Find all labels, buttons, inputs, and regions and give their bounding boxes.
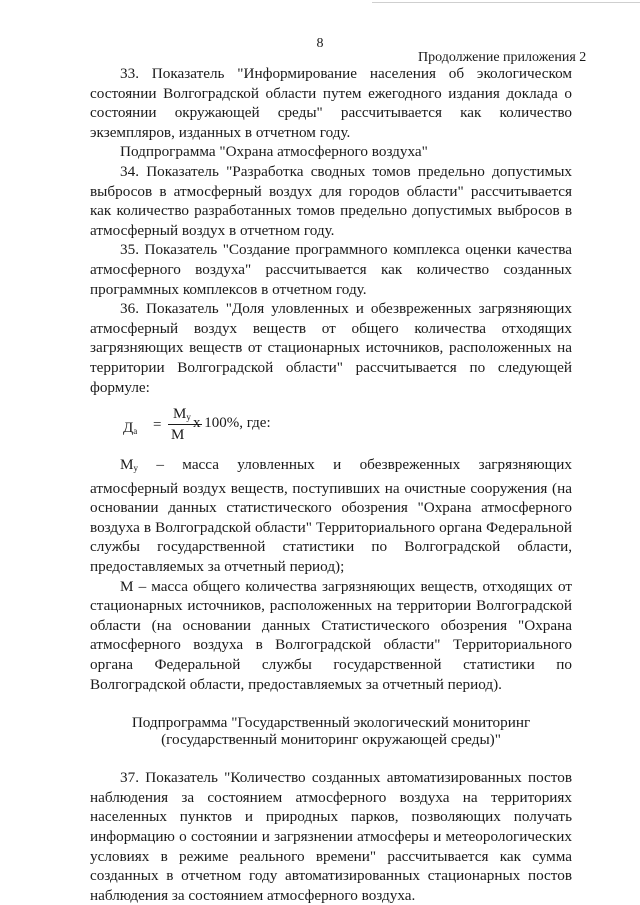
paragraph-33: 33. Показатель "Информирование населения об экологическом состоянии Волгоградской области путем ежегодного издания доклада о состоянии окружающей среды" рассчитывается как количество экземпляров, изданных в отчетном году. (90, 65, 572, 141)
document-body (90, 64, 572, 905)
formula (90, 407, 572, 447)
paragraph-36: 36. Показатель "Доля уловленных и обезвреженных загрязняющих атмосферный воздух веществ от общего количества отходящих загрязняющих веществ от стационарных источников, расположенных на территории Волгоградской области" рассчитывается по следующей формуле: (90, 300, 572, 396)
subprogram-heading-monitoring (90, 714, 572, 748)
subprogram-heading-air: Подпрограмма "Охрана атмосферного воздуха" (120, 143, 428, 161)
heading-line-2: (государственный мониторинг окружающей среды)" (161, 731, 501, 749)
definition-my: $М_у$ – масса уловленных и обезвреженных загрязняющих атмосферный воздух веществ, поступивших на очистные сооружения (на основании данных статистического обозрения "Охрана атмосферного воздуха в Волгоградской области" Территориального органа Федеральной службы государственной статистики по Волгоградской области, предоставляемых за отчетный период); (90, 456, 572, 576)
definition-m: М – масса общего количества загрязняющих веществ, отходящих от стационарных источников, расположенных на территории Волгоградской области (на основании данных Статистического обозрения "Охрана атмосферного воздуха в Волгоградской области" Территориального органа Федеральной службы государственной статистики по Волгоградской области, предоставляемых за отчетный период). (90, 577, 572, 693)
paragraph-37: 37. Показатель "Количество созданных автоматизированных постов наблюдения за состоянием атмосферного воздуха на территориях населенных пунктов и природных парков, позволяющих получать информацию о состоянии и загрязнении атмосферы и метеорологических условиях в режиме реального времени" рассчитывается как сумма созданных в отчетном году автоматизированных стационарных постов наблюдения за состоянием атмосферного воздуха. (90, 769, 572, 904)
top-edge-line (372, 2, 640, 3)
formula-denominator: М (171, 427, 185, 444)
formula-equals: = (153, 417, 162, 434)
paragraph-34: 34. Показатель "Разработка сводных томов предельно допустимых выбросов в атмосферный воздух для городов области" рассчитывается как количество разработанных томов предельно допустимых выбросов в атмосферный воздух в отчетном году. (90, 162, 572, 239)
paragraph-35: 35. Показатель "Создание программного комплекса оценки качества атмосферного воздуха" рассчитывается как количество созданных программных комплексов в отчетном году. (90, 241, 572, 298)
formula-numerator: $М_у$ (173, 406, 191, 423)
formula-tail: х 100%, где: (193, 415, 271, 432)
continuation-label: Продолжение приложения 2 (418, 50, 587, 65)
page-number: 8 (316, 36, 324, 51)
heading-line-1: Подпрограмма "Государственный экологический мониторинг (131, 714, 531, 732)
formula-lhs: $Д_а$ (123, 420, 138, 437)
